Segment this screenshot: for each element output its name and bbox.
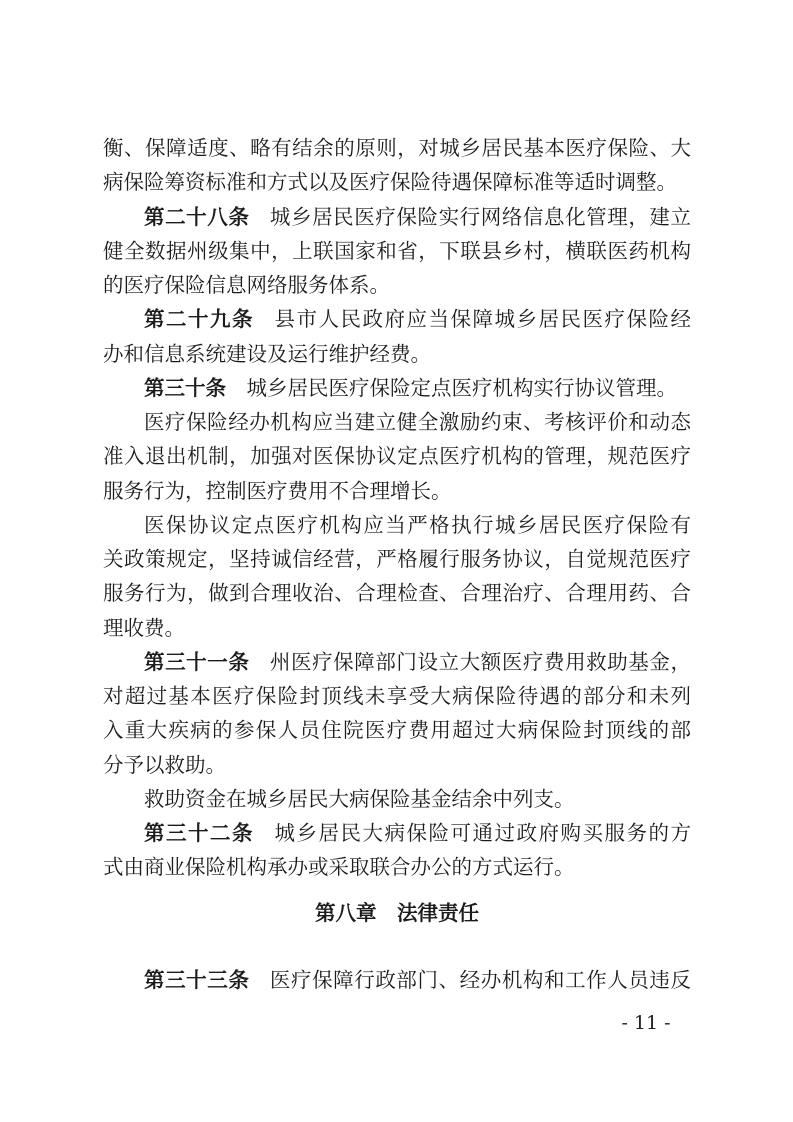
body-text xyxy=(103,131,691,885)
text-line: 健全数据州级集中，上联国家和省，下联县乡村，横联医药机构 xyxy=(103,238,691,263)
text-line: 服务行为，控制医疗费用不合理增长。 xyxy=(103,478,452,503)
article-paragraph xyxy=(103,302,691,371)
text-line xyxy=(103,645,691,679)
text-line: 关政策规定，坚持诚信经营，严格履行服务协议，自觉规范医疗 xyxy=(103,547,691,571)
text-line: 医保协议定点医疗机构应当严格执行城乡居民医疗保险有 xyxy=(144,512,691,537)
text-line xyxy=(103,816,691,850)
line-text: 医疗保障行政部门、经办机构和工作人员违反 xyxy=(269,968,691,992)
text-line: 的医疗保险信息网络服务体系。 xyxy=(103,273,390,297)
page-number: - 11 - xyxy=(621,1012,671,1034)
text-line: 医疗保险经办机构应当建立健全激励约束、考核评价和动态 xyxy=(144,410,691,434)
text-line xyxy=(103,302,691,336)
text-line xyxy=(103,963,691,997)
line-text: 州医疗保障部门设立大额医疗费用救助基金， xyxy=(269,649,691,674)
text-line: 分予以救助。 xyxy=(103,752,226,777)
article-number: 第二十九条 xyxy=(144,307,254,332)
paragraph xyxy=(103,131,691,200)
text-line: 救助资金在城乡居民大病保险基金结余中列支。 xyxy=(144,786,575,811)
line-text: 城乡居民医疗保险实行网络信息化管理，建立 xyxy=(269,204,691,229)
text-line: 对超过基本医疗保险封顶线未享受大病保险待遇的部分和未列 xyxy=(103,684,691,708)
text-line xyxy=(103,200,691,234)
text-line: 理收费。 xyxy=(103,615,185,640)
text-line xyxy=(103,371,691,405)
article-number: 第三十一条 xyxy=(144,649,250,674)
paragraph xyxy=(103,782,691,816)
text-line: 办和信息系统建设及运行维护经费。 xyxy=(103,341,431,366)
text-line: 衡、保障适度、略有结余的原则，对城乡居民基本医疗保险、大 xyxy=(103,136,691,160)
text-line: 准入退出机制，加强对医保协议定点医疗机构的管理，规范医疗 xyxy=(103,444,691,469)
article-number: 第三十三条 xyxy=(144,968,250,992)
article-paragraph xyxy=(103,371,691,405)
article-number: 第二十八条 xyxy=(144,204,250,229)
article-paragraph xyxy=(103,645,691,782)
article-paragraph xyxy=(103,963,691,997)
text-line: 入重大疾病的参保人员住院医疗费用超过大病保险封顶线的部 xyxy=(103,718,691,743)
text-line: 服务行为，做到合理收治、合理检查、合理治疗、合理用药、合 xyxy=(103,581,691,606)
text-line: 病保险筹资标准和方式以及医疗保险待遇保障标准等适时调整。 xyxy=(103,170,677,195)
article-number: 第三十二条 xyxy=(144,821,254,845)
article-number: 第三十条 xyxy=(144,375,226,400)
article-paragraph xyxy=(103,200,691,303)
text-line: 式由商业保险机构承办或采取联合办公的方式运行。 xyxy=(103,855,575,880)
line-text: 县市人民政府应当保障城乡居民医疗保险经 xyxy=(274,307,691,332)
chapter-heading: 第八章 法律责任 xyxy=(315,901,479,925)
paragraph xyxy=(103,405,691,508)
article-paragraph xyxy=(103,816,691,885)
line-text: 城乡居民大病保险可通过政府购买服务的方 xyxy=(274,821,691,845)
line-text: 城乡居民医疗保险定点医疗机构实行协议管理。 xyxy=(246,375,677,400)
paragraph xyxy=(103,508,691,645)
